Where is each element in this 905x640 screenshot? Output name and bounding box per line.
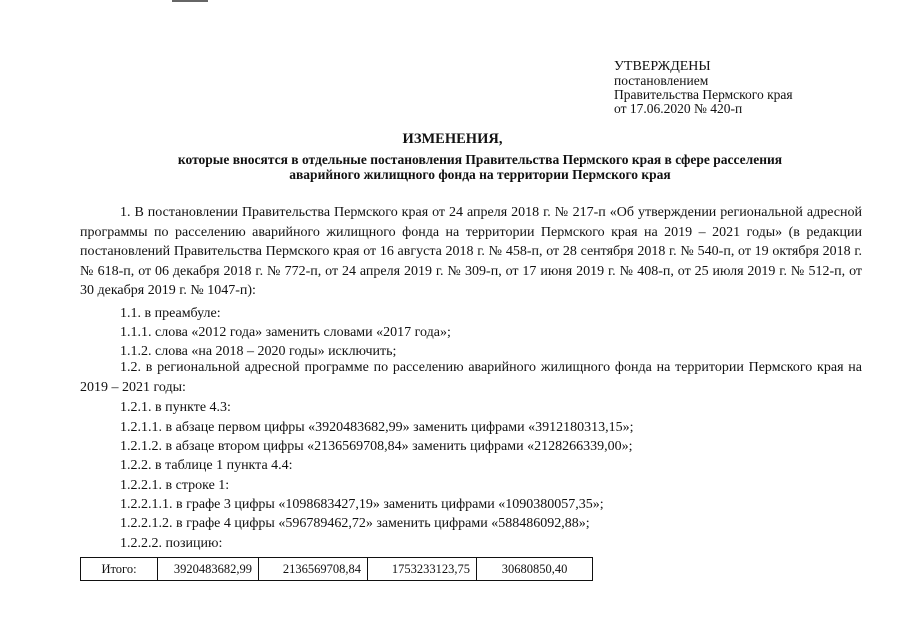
item-1-2-paragraph [80,358,862,397]
scan-artifact [172,0,208,2]
document-title: ИЗМЕНЕНИЯ, [402,131,503,147]
totals-cell-4: 30680850,40 [477,558,593,581]
document-subtitle [100,152,860,182]
item-1-2-2-1: 1.2.2.1. в строке 1: [120,478,230,493]
totals-cell-2: 2136569708,84 [259,558,368,581]
item-1-2-1-2: 1.2.1.2. в абзаце втором цифры «2136569708,84» заменить цифрами «2128266339,00»; [120,439,633,454]
approval-heading: УТВЕРЖДЕНЫ [614,59,711,74]
item-1-2-2: 1.2.2. в таблице 1 пункта 4.4: [120,458,293,473]
totals-table [80,557,593,581]
item-1-1-1: 1.1.1. слова «2012 года» заменить словами «2017 года»; [120,325,451,340]
item-1-2: 1.2. в региональной адресной программе по расселению аварийного жилищного фонда на территории Пермского края на 2019 – 2021 годы: [80,360,862,395]
subtitle-line-1: которые вносятся в отдельные постановления Правительства Пермского края в сфере расселения [177,152,783,167]
item-1-2-1: 1.2.1. в пункте 4.3: [120,400,231,415]
item-1-2-2-1-2: 1.2.2.1.2. в графе 4 цифры «596789462,72» заменить цифрами «588486092,88»; [120,516,590,531]
item-1-1: 1.1. в преамбуле: [120,306,221,321]
item-1-2-2-2: 1.2.2.2. позицию: [120,536,223,551]
approval-line-3: Правительства Пермского края [614,87,793,102]
subtitle-line-2: аварийного жилищного фонда на территории Пермского края [289,167,671,182]
totals-cell-1: 3920483682,99 [158,558,259,581]
item-1-1-2: 1.1.2. слова «на 2018 – 2020 годы» исключить; [120,344,397,359]
table-row [81,558,593,581]
totals-cell-3: 1753233123,75 [368,558,477,581]
paragraph-1-text: 1. В постановлении Правительства Пермского края от 24 апреля 2018 г. № 217-п «Об утверждении региональной адресной программы по расселению аварийного жилищного фонда на территории Пермского края на 2019 – 2021 годы» (в редакции постановлений Правительства Пермского края от 16 августа 2018 г. № 458-п, от 28 сентября 2018 г. № 540-п, от 19 октября 2018 г. № 618-п, от 06 декабря 2018 г. № 772-п, от 24 апреля 2019 г. № 309-п, от 17 июня 2019 г. № 408-п, от 25 июля 2019 г. № 512-п, от 30 декабря 2019 г. № 1047-п): [80,205,862,298]
totals-label: Итого: [81,558,158,581]
approval-stamp [614,60,793,116]
item-1-2-2-1-1: 1.2.2.1.1. в графе 3 цифры «1098683427,19» заменить цифрами «1090380057,35»; [120,497,604,512]
approval-line-4: от 17.06.2020 № 420-п [614,101,743,116]
approval-line-2: постановлением [614,73,709,88]
item-1-2-1-1: 1.2.1.1. в абзаце первом цифры «3920483682,99» заменить цифрами «3912180313,15»; [120,420,634,435]
paragraph-1 [80,203,862,301]
